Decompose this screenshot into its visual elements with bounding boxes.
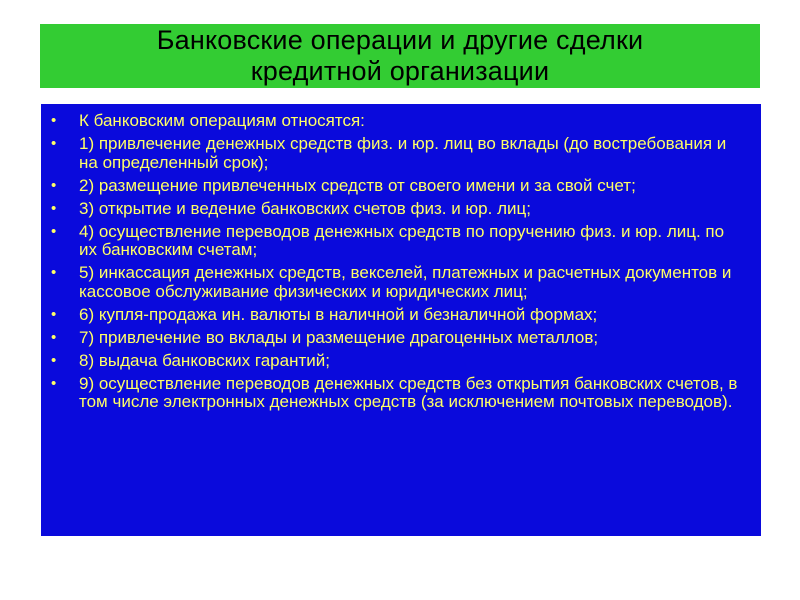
list-item-text: 8) выдача банковских гарантий; [79, 350, 330, 370]
list-item-text: 7) привлечение во вклады и размещение драгоценных металлов; [79, 327, 599, 347]
list-item-text: 6) купля-продажа ин. валюты в наличной и безналичной формах; [79, 304, 598, 324]
bullet-list [49, 112, 743, 412]
bullet-icon: • [51, 176, 57, 194]
slide-title [40, 24, 760, 88]
list-item [49, 306, 743, 325]
bullet-icon: • [51, 351, 57, 369]
list-item [49, 264, 743, 301]
list-item [49, 177, 743, 196]
list-item [49, 375, 743, 412]
list-item-text: 1) привлечение денежных средств физ. и юр. лиц во вклады (до востребования и на определенный срок); [79, 134, 727, 172]
title-line-2: кредитной организации [250, 56, 550, 86]
bullet-icon: • [51, 328, 57, 346]
bullet-icon: • [51, 305, 57, 323]
list-item [49, 112, 743, 131]
list-item [49, 329, 743, 348]
bullet-icon: • [51, 264, 57, 281]
bullet-icon: • [51, 374, 57, 392]
list-item-text: 4) осуществление переводов денежных средств по поручению физ. и юр. лиц. по их банковским счетам; [79, 221, 725, 259]
list-item-text: 9) осуществление переводов денежных средств без открытия банковских счетов, в том числе электронных денежных средств (за исключением почтовых переводов). [79, 373, 738, 411]
list-item-text: 3) открытие и ведение банковских счетов физ. и юр. лиц; [79, 198, 531, 218]
content-panel [41, 104, 761, 536]
list-item-text: 5) инкассация денежных средств, векселей, платежных и расчетных документов и кассовое обслуживание физических и юридических лиц; [79, 263, 732, 301]
title-line-1: Банковские операции и другие сделки [156, 25, 644, 55]
bullet-icon: • [51, 135, 57, 152]
bullet-icon: • [51, 222, 57, 240]
list-item [49, 352, 743, 371]
list-item-text: К банковским операциям относятся: [79, 111, 365, 130]
list-item [49, 223, 743, 260]
list-item [49, 135, 743, 172]
list-item-text: 2) размещение привлеченных средств от своего имени и за свой счет; [79, 175, 636, 195]
bullet-icon: • [51, 112, 57, 129]
list-item [49, 200, 743, 219]
bullet-icon: • [51, 199, 57, 217]
